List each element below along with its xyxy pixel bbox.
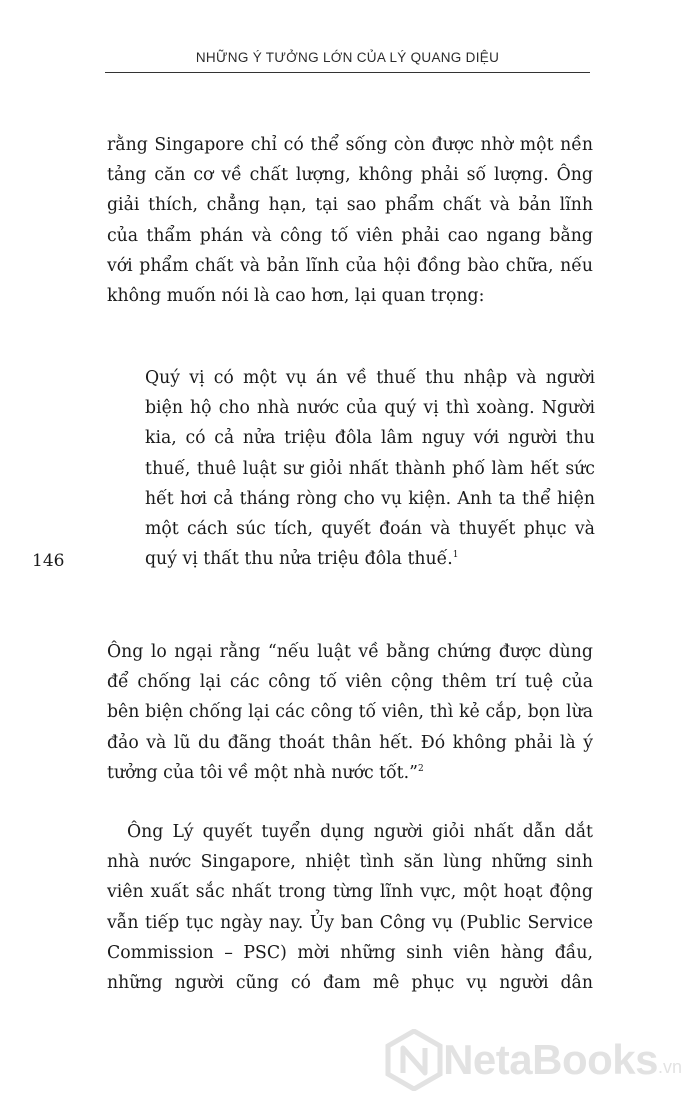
text-line: với phẩm chất và bản lĩnh của hội đồng bào chữa, nếu (107, 255, 593, 276)
text-line: đảo và lũ du đãng thoát thân hết. Đó không phải là ý (107, 732, 593, 753)
text-line: bên biện chống lại các công tố viên, thì kẻ cắp, bọn lừa (107, 702, 593, 723)
text-line: Ông lo ngại rằng “nếu luật về bằng chứng được dùng (107, 642, 593, 662)
running-title: NHỮNG Ý TƯỞNG LỚN CỦA LÝ QUANG DIỆU (195, 50, 500, 65)
quote-line: Quý vị có một vụ án về thuế thu nhập và người (145, 368, 595, 388)
text-line: những người cũng có đam mê phục vụ người dân (107, 973, 593, 994)
text-line: tảng căn cơ về chất lượng, không phải số lượng. Ông (107, 165, 593, 186)
text-line-text: tưởng của tôi về một nhà nước tốt.” (107, 762, 418, 783)
paragraph-1 (107, 130, 593, 311)
watermark (385, 1029, 682, 1091)
text-line-text: Ông Lý quyết tuyển dụng người giỏi nhất dẫn dắt (127, 822, 593, 842)
text-line (107, 817, 593, 847)
text-line: vẫn tiếp tục ngày nay. Ủy ban Công vụ (Public Service (107, 912, 593, 933)
text-line: nhà nước Singapore, nhiệt tình săn lùng những sinh (107, 852, 593, 873)
quote-line: một cách súc tích, quyết đoán và thuyết phục và (145, 519, 595, 540)
block-quote (145, 363, 595, 574)
quote-line: hết hơi cả tháng ròng cho vụ kiện. Anh ta thể hiện (145, 488, 595, 509)
netabooks-logo-icon (385, 1029, 443, 1091)
text-line: viên xuất sắc nhất trong từng lĩnh vực, một hoạt động (107, 882, 593, 903)
page-number: 146 (32, 551, 65, 571)
quote-line-text: quý vị thất thu nửa triệu đôla thuế. (145, 549, 453, 570)
quote-line-last (145, 544, 595, 574)
quote-line: kia, có cả nửa triệu đôla lâm nguy với người thu (145, 428, 595, 449)
text-line: rằng Singapore chỉ có thể sống còn được nhờ một nền (107, 135, 593, 155)
quote-line: biện hộ cho nhà nước của quý vị thì xoàng. Người (145, 398, 595, 419)
text-line-last (107, 758, 593, 788)
watermark-suffix: .vn (657, 1056, 682, 1077)
text-line: không muốn nói là cao hơn, lại quan trọng: (107, 286, 485, 307)
watermark-text: NetaBooks (443, 1036, 658, 1083)
footnote-ref-2[interactable]: 2 (417, 764, 424, 775)
footnote-ref-1[interactable]: 1 (452, 550, 459, 561)
running-header (105, 44, 590, 73)
text-line: để chống lại các công tố viên cộng thêm trí tuệ của (107, 672, 593, 693)
text-line: giải thích, chẳng hạn, tại sao phẩm chất và bản lĩnh (107, 195, 593, 216)
text-line: Commission – PSC) mời những sinh viên hàng đầu, (107, 942, 593, 963)
quote-line: thuế, thuê luật sư giỏi nhất thành phố làm hết sức (145, 458, 595, 479)
paragraph-2 (107, 637, 593, 788)
text-line: của thẩm phán và công tố viên phải cao ngang bằng (107, 225, 593, 246)
paragraph-3 (107, 817, 593, 998)
